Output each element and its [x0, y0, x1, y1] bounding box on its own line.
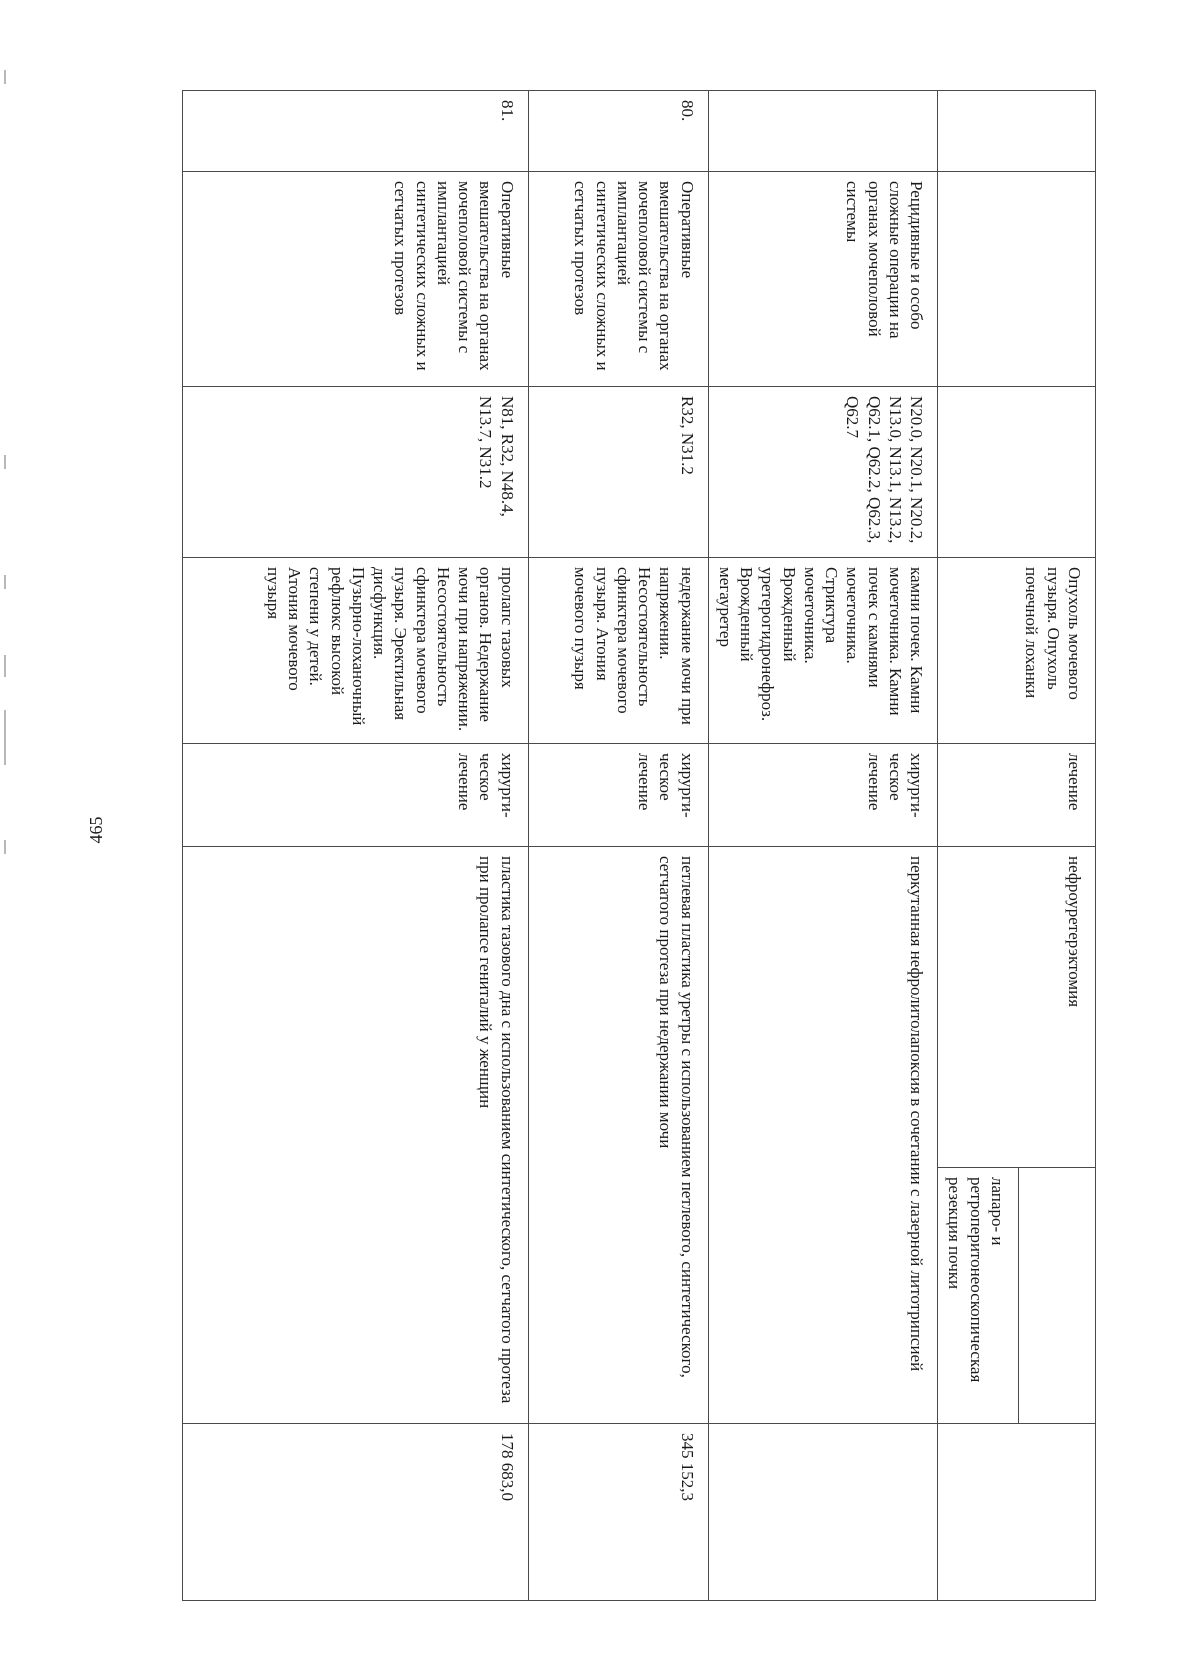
row-number-cell: [708, 91, 938, 172]
table-row: [528, 91, 708, 1601]
method-split: [938, 847, 1095, 1423]
treatment-table: [182, 90, 1096, 1601]
treatment-method-cell: перкутанная нефролитолапоксия в сочетании с лазерной литотрипсией: [708, 847, 938, 1424]
treatment-type-cell: хирурги-ческое лечение: [182, 744, 528, 847]
cost-cell: [708, 1424, 938, 1601]
cost-cell: 345 152,3: [528, 1424, 708, 1601]
patient-model-cell: пролапс тазовых органов. Недержание мочи при напряжении. Несостоятельность сфинктера мочевого пузыря. Эректильная дисфункция. Пузырно-лоханочный рефлюкс высокой степени у детей. Атония мочевого пузыря: [182, 558, 528, 744]
diagnosis-codes-cell: N81, R32, N48.4, N13.7, N31.2: [182, 387, 528, 558]
method-sub-cell: лапаро- и ретроперитонеоскопическая резекция почки: [945, 1177, 1007, 1383]
row-number-cell: 81.: [182, 91, 528, 172]
row-number-cell: [938, 91, 1096, 172]
margin-mark: [4, 70, 6, 84]
treatment-method-cell: пластика тазового дна с использованием синтетического, сетчатого протеза при пролапсе гениталий у женщин: [182, 847, 528, 1424]
treatment-method-cell: [938, 847, 1096, 1424]
table-row: [182, 91, 528, 1601]
diagnosis-codes-cell: R32, N31.2: [528, 387, 708, 558]
patient-model-cell: недержание мочи при напряжении. Несостоятельность сфинктера мочевого пузыря. Атония мочевого пузыря: [528, 558, 708, 744]
table-row: [938, 91, 1096, 1601]
patient-model-cell: Опухоль мочевого пузыря. Опухоль почечной лоханки: [938, 558, 1096, 744]
intervention-name-cell: Оперативные вмешательства на органах мочеполовой системы с имплантацией синтетических сложных и сетчатых протезов: [182, 172, 528, 387]
margin-mark: [4, 455, 6, 469]
method-left-cell-lower: [938, 847, 1018, 1168]
treatment-type-cell: хирурги-ческое лечение: [528, 744, 708, 847]
diagnosis-codes-cell: [938, 387, 1096, 558]
intervention-name-cell: Рецидивные и особо сложные операции на органах мочеполовой системы: [708, 172, 938, 387]
method-bottom-row: [938, 847, 1018, 1423]
cost-cell: 178 683,0: [182, 1424, 528, 1601]
patient-model-cell: камни почек. Камни мочеточника. Камни почек с камнями мочеточника. Стриктура мочеточника. Врожденный уретерогидронефроз. Врожденный мегауретер: [708, 558, 938, 744]
cost-cell: [938, 1424, 1096, 1601]
margin-mark: [4, 575, 6, 589]
margin-mark: [4, 655, 6, 677]
margin-mark: [4, 710, 6, 765]
rotated-table-container: [196, 90, 1096, 1600]
method-left-cell: нефроуретерэктомия: [1019, 847, 1096, 1168]
treatment-method-cell: петлевая пластика уретры с использованием петлевого, синтетического, сетчатого протеза при недержании мочи: [528, 847, 708, 1424]
treatment-type-cell: хирурги-ческое лечение: [708, 744, 938, 847]
row-number-cell: 80.: [528, 91, 708, 172]
method-top-row: [1019, 847, 1096, 1423]
intervention-name-cell: Оперативные вмешательства на органах мочеполовой системы с имплантацией синтетических сложных и сетчатых протезов: [528, 172, 708, 387]
page-number: 465: [86, 816, 106, 844]
treatment-type-cell: лечение: [938, 744, 1096, 847]
diagnosis-codes-cell: N20.0, N20.1, N20.2, N13.0, N13.1, N13.2, Q62.1, Q62.2, Q62.3, Q62.7: [708, 387, 938, 558]
intervention-name-cell: [938, 172, 1096, 387]
margin-mark: [4, 840, 6, 854]
method-right-top-cell: [1019, 1168, 1096, 1424]
table-row: [708, 91, 938, 1601]
